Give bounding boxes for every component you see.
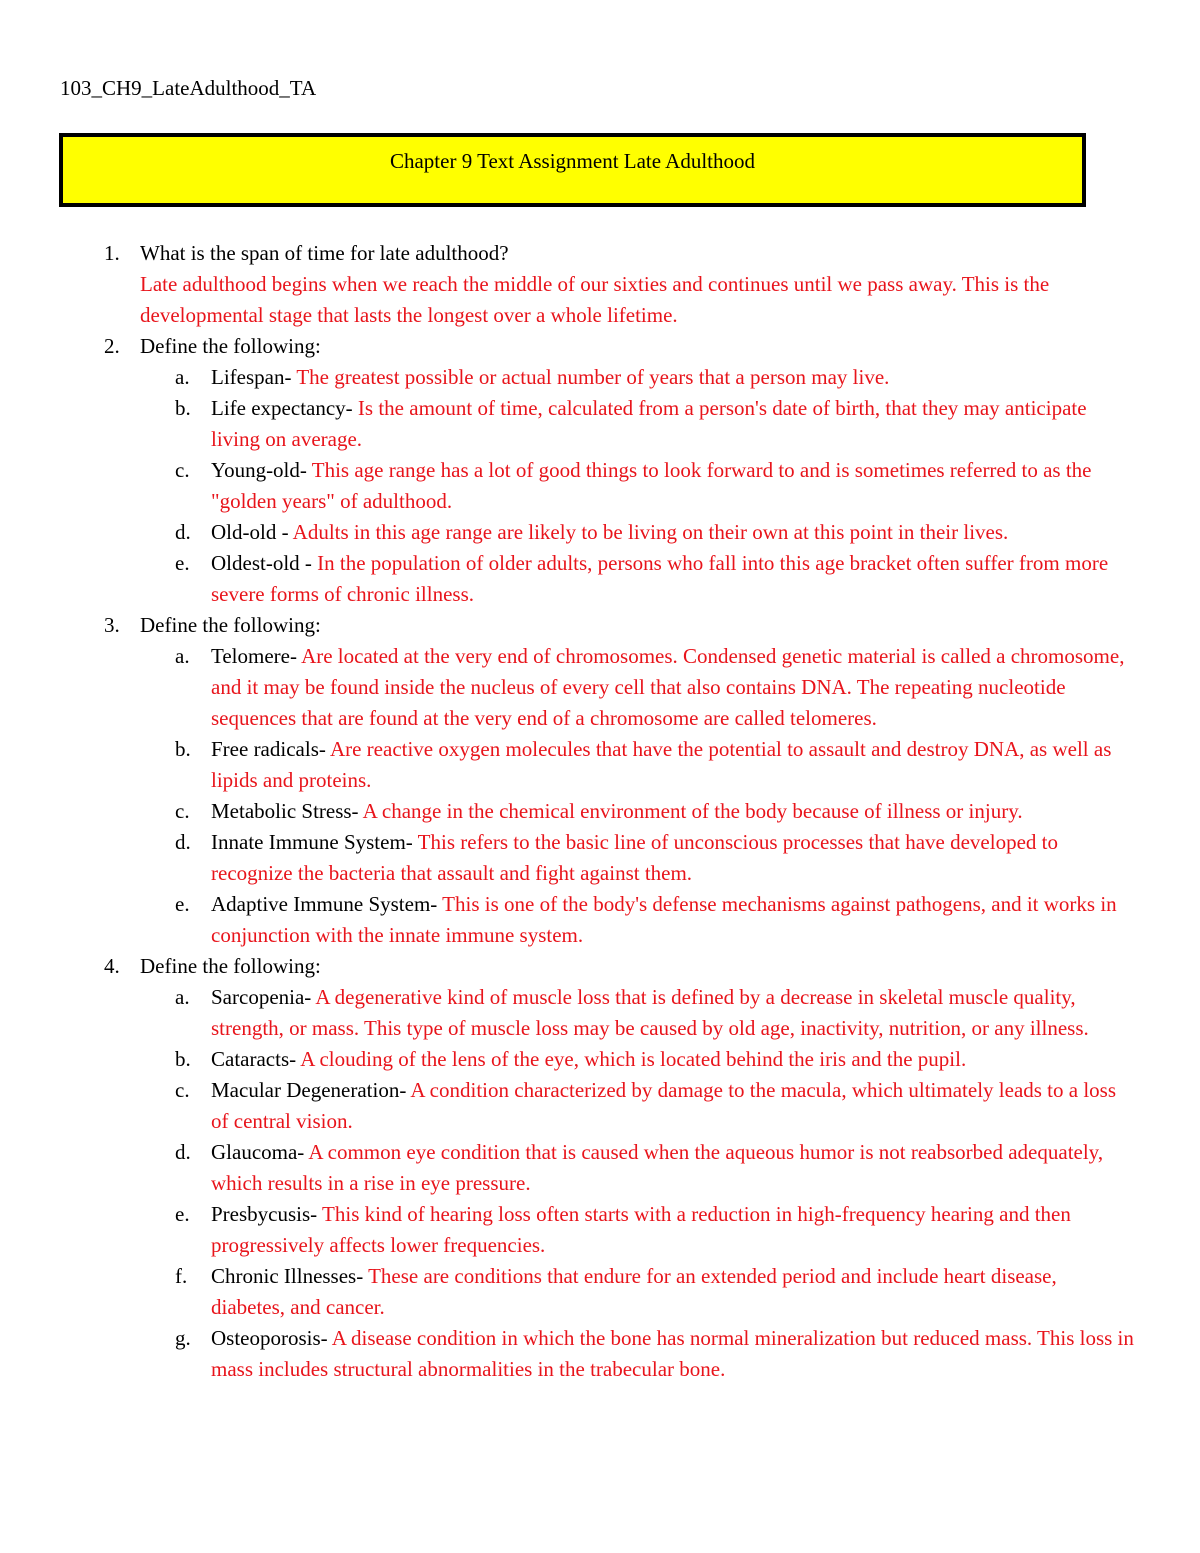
item-letter: c. (175, 1078, 190, 1102)
title-box (59, 133, 1086, 207)
document-header: 103_CH9_LateAdulthood_TA (60, 76, 317, 100)
definition-text: The greatest possible or actual number of years that a person may live. (291, 365, 890, 389)
term-label: Sarcopenia- (211, 985, 312, 1009)
term-label: Old-old - (211, 520, 289, 544)
definition-item (0, 1199, 1200, 1261)
question-number: 1. (104, 241, 120, 265)
definition-text: A common eye condition that is caused when the aqueous humor is not reabsorbed adequately, which results in a rise in eye pressure. (211, 1140, 1104, 1195)
question-number: 2. (104, 334, 120, 358)
item-letter: d. (175, 830, 191, 854)
term-label: Innate Immune System- (211, 830, 413, 854)
item-letter: d. (175, 1140, 191, 1164)
question-number: 3. (104, 613, 120, 637)
definition-text: A condition characterized by damage to the macula, which ultimately leads to a loss of central vision. (211, 1078, 1117, 1133)
definition-text: A change in the chemical environment of the body because of illness or injury. (358, 799, 1023, 823)
term-label: Life expectancy- (211, 396, 353, 420)
definition-item (0, 1075, 1200, 1137)
term-label: Oldest-old - (211, 551, 312, 575)
item-letter: b. (175, 737, 191, 761)
definition-item (0, 796, 1200, 827)
term-label: Macular Degeneration- (211, 1078, 407, 1102)
definition-text: A disease condition in which the bone has normal mineralization but reduced mass. This loss in mass includes structural abnormalities in the trabecular bone. (211, 1326, 1134, 1381)
question-text: Define the following: (140, 613, 321, 637)
item-letter: e. (175, 551, 190, 575)
question-text: Define the following: (140, 954, 321, 978)
document-title: Chapter 9 Text Assignment Late Adulthood (389, 149, 756, 173)
definition-text: Adults in this age range are likely to be living on their own at this point in their lives. (288, 520, 1009, 544)
term-label: Osteoporosis- (211, 1326, 328, 1350)
term-label: Lifespan- (211, 365, 292, 389)
item-letter: g. (175, 1326, 191, 1350)
definition-item (0, 1044, 1200, 1075)
definition-text: A clouding of the lens of the eye, which is located behind the iris and the pupil. (296, 1047, 967, 1071)
term-label: Glaucoma- (211, 1140, 305, 1164)
item-letter: a. (175, 365, 190, 389)
item-letter: b. (175, 396, 191, 420)
definition-item (0, 548, 1200, 610)
term-label: Young-old- (211, 458, 307, 482)
question-3 (0, 610, 1200, 641)
definition-item (0, 641, 1200, 734)
question-text: Define the following: (140, 334, 321, 358)
question-number: 4. (104, 954, 120, 978)
term-label: Adaptive Immune System- (211, 892, 438, 916)
definition-item (0, 827, 1200, 889)
definition-item (0, 1137, 1200, 1199)
definition-item (0, 1323, 1200, 1385)
question-1 (0, 238, 1200, 331)
definition-text: Is the amount of time, calculated from a person's date of birth, that they may anticipate living on average. (211, 396, 1087, 451)
question-text: What is the span of time for late adulthood? (140, 241, 509, 265)
definition-text: This is one of the body's defense mechanisms against pathogens, and it works in conjunction with the innate immune system. (211, 892, 1117, 947)
definition-item (0, 362, 1200, 393)
question-2 (0, 331, 1200, 362)
definition-text: This refers to the basic line of unconscious processes that have developed to recognize the bacteria that assault and fight against them. (211, 830, 1058, 885)
item-letter: f. (175, 1264, 188, 1288)
definition-item (0, 393, 1200, 455)
term-label: Cataracts- (211, 1047, 297, 1071)
definition-item (0, 517, 1200, 548)
term-label: Chronic Illnesses- (211, 1264, 364, 1288)
definition-item (0, 982, 1200, 1044)
item-letter: d. (175, 520, 191, 544)
term-label: Free radicals- (211, 737, 326, 761)
definition-text: In the population of older adults, persons who fall into this age bracket often suffer from more severe forms of chronic illness. (211, 551, 1109, 606)
answer-text: Late adulthood begins when we reach the middle of our sixties and continues until we pass away. This is the developmental stage that lasts the longest over a whole lifetime. (140, 272, 1050, 327)
term-label: Telomere- (211, 644, 297, 668)
definition-item (0, 455, 1200, 517)
definition-item (0, 734, 1200, 796)
item-letter: e. (175, 892, 190, 916)
question-list (0, 238, 1200, 1385)
definition-text: This kind of hearing loss often starts with a reduction in high-frequency hearing and then progressively affects lower frequencies. (211, 1202, 1071, 1257)
definition-item (0, 889, 1200, 951)
item-letter: a. (175, 644, 190, 668)
item-letter: a. (175, 985, 190, 1009)
definition-item (0, 1261, 1200, 1323)
definition-text: A degenerative kind of muscle loss that is defined by a decrease in skeletal muscle quality, strength, or mass. This type of muscle loss may be caused by old age, inactivity, nutrition, or any illness. (211, 985, 1089, 1040)
definition-text: This age range has a lot of good things to look forward to and is sometimes referred to as the "golden years" of adulthood. (211, 458, 1092, 513)
definition-text: Are reactive oxygen molecules that have the potential to assault and destroy DNA, as well as lipids and proteins. (211, 737, 1112, 792)
definition-text: These are conditions that endure for an extended period and include heart disease, diabetes, and cancer. (211, 1264, 1057, 1319)
term-label: Metabolic Stress- (211, 799, 359, 823)
item-letter: e. (175, 1202, 190, 1226)
term-label: Presbycusis- (211, 1202, 318, 1226)
item-letter: c. (175, 799, 190, 823)
item-letter: c. (175, 458, 190, 482)
definition-text: Are located at the very end of chromosomes. Condensed genetic material is called a chromosome, and it may be found inside the nucleus of every cell that also contains DNA. The repeating nucleotide sequences that are found at the very end of a chromosome are called telomeres. (211, 644, 1125, 730)
item-letter: b. (175, 1047, 191, 1071)
question-4 (0, 951, 1200, 982)
